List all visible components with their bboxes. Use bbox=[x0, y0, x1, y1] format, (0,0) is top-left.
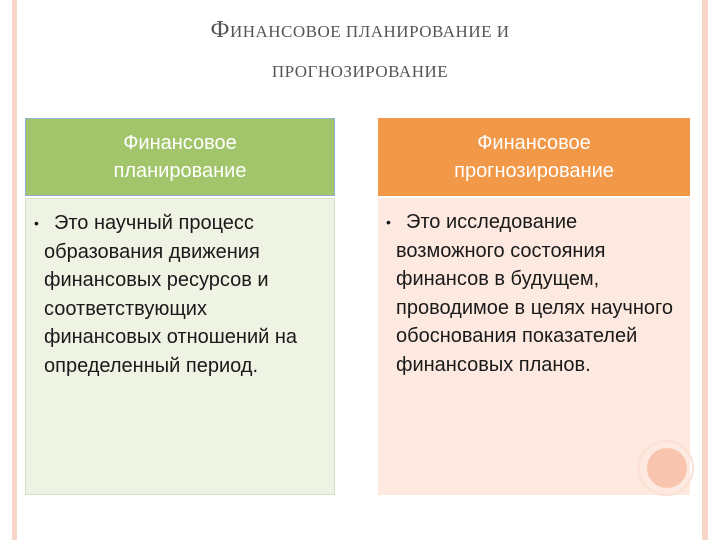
title-line-1 bbox=[60, 10, 660, 52]
forecasting-definition: Это исследование возможного состояния финансов в будущем, проводимое в целях научного обоснования показателей финансовых планов. bbox=[396, 211, 673, 376]
forecasting-header-label: Финансовое прогнозирование bbox=[454, 132, 614, 182]
planning-body bbox=[25, 198, 335, 495]
title-initial: Ф bbox=[210, 17, 230, 43]
decorative-circle bbox=[647, 448, 687, 488]
planning-header bbox=[25, 118, 335, 196]
left-frame-line bbox=[12, 0, 17, 540]
planning-bullet-item bbox=[34, 209, 326, 380]
slide-title bbox=[60, 10, 660, 92]
bullet-icon: • bbox=[34, 215, 39, 231]
forecasting-header bbox=[378, 118, 690, 196]
bullet-icon: • bbox=[386, 214, 391, 230]
title-line-1-rest: ИНАНСОВОЕ ПЛАНИРОВАНИЕ И bbox=[229, 22, 510, 41]
right-frame-line bbox=[702, 0, 708, 540]
title-line-2: ПРОГНОЗИРОВАНИЕ bbox=[271, 62, 449, 81]
planning-header-label: Финансовое планирование bbox=[113, 132, 247, 182]
planning-definition: Это научный процесс образования движения финансовых ресурсов и соответствующих финансовых отношений на определенный период. bbox=[44, 212, 298, 377]
forecasting-bullet-item bbox=[386, 208, 682, 379]
